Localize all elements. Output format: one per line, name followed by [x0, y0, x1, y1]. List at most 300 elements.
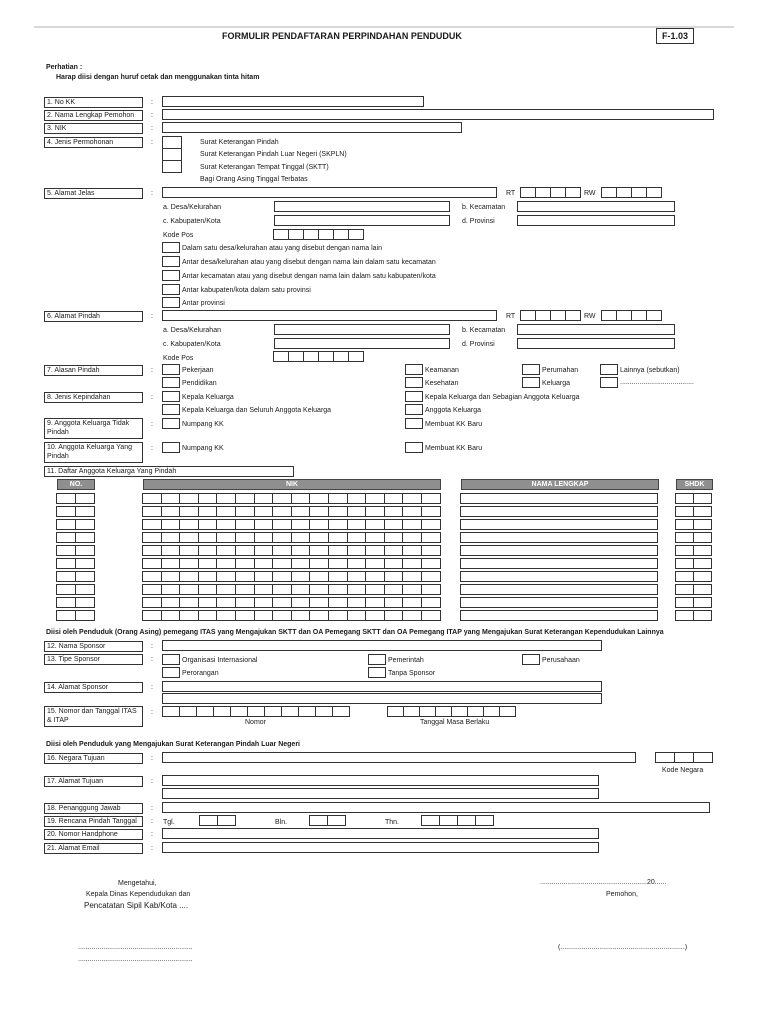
cell[interactable]	[179, 706, 197, 717]
alasan-checkbox[interactable]	[405, 364, 423, 375]
table-cell[interactable]	[75, 558, 95, 569]
cell[interactable]	[196, 706, 214, 717]
table-cell[interactable]	[402, 532, 422, 543]
table-cell[interactable]	[142, 558, 162, 569]
kepindahan-checkbox[interactable]	[162, 391, 180, 402]
table-cell[interactable]	[347, 519, 367, 530]
table-cell[interactable]	[328, 558, 348, 569]
table-cell[interactable]	[161, 493, 181, 504]
table-cell[interactable]	[328, 597, 348, 608]
cell[interactable]	[435, 706, 452, 717]
klasifikasi-checkbox[interactable]	[162, 242, 180, 253]
table-cell[interactable]	[347, 571, 367, 582]
cell[interactable]	[247, 706, 265, 717]
table-row	[676, 597, 712, 610]
table-cell[interactable]	[291, 545, 311, 556]
table-cell[interactable]	[693, 545, 712, 556]
table-cell[interactable]	[402, 558, 422, 569]
provinsi-input[interactable]	[517, 338, 675, 349]
cell[interactable]	[332, 706, 350, 717]
table-cell[interactable]	[56, 532, 76, 543]
table-cell[interactable]	[75, 597, 95, 608]
table-cell[interactable]	[272, 571, 292, 582]
nomor-handphone-input[interactable]	[162, 828, 599, 839]
cell[interactable]	[483, 706, 500, 717]
table-cell[interactable]	[675, 519, 694, 530]
itas-nomor-cells[interactable]	[163, 706, 350, 717]
table-cell[interactable]	[216, 571, 236, 582]
table-cell[interactable]	[309, 558, 329, 569]
table-cell[interactable]	[365, 558, 385, 569]
table-cell[interactable]	[347, 610, 367, 621]
table-cell[interactable]	[198, 493, 218, 504]
kepindahan-checkbox[interactable]	[405, 391, 423, 402]
table-cell[interactable]	[309, 545, 329, 556]
table-cell[interactable]	[291, 519, 311, 530]
table-cell[interactable]	[365, 493, 385, 504]
table-cell[interactable]	[56, 610, 76, 621]
cell[interactable]	[467, 706, 484, 717]
nama-sponsor-input[interactable]	[162, 640, 602, 651]
table-cell[interactable]	[365, 584, 385, 595]
table-cell[interactable]	[272, 545, 292, 556]
table-cell[interactable]	[272, 610, 292, 621]
klasifikasi-checkbox[interactable]	[162, 270, 180, 281]
table-cell[interactable]	[365, 506, 385, 517]
table-cell[interactable]	[365, 532, 385, 543]
table-cell[interactable]	[675, 597, 694, 608]
table-row	[461, 584, 658, 597]
alamat-tujuan-input-2[interactable]	[162, 788, 599, 799]
table-cell[interactable]	[291, 597, 311, 608]
table-cell[interactable]	[402, 506, 422, 517]
table-cell[interactable]	[365, 571, 385, 582]
klasifikasi-checkbox[interactable]	[162, 297, 180, 308]
numpang-kk-checkbox[interactable]	[162, 442, 180, 453]
table-cell[interactable]	[291, 610, 311, 621]
label-rencana-pindah: 19. Rencana Pindah Tanggal	[44, 816, 143, 827]
table-cell[interactable]	[384, 519, 404, 530]
cell[interactable]	[264, 706, 282, 717]
table-cell[interactable]	[198, 545, 218, 556]
table-cell[interactable]	[693, 597, 712, 608]
no-kk-input[interactable]	[162, 96, 424, 107]
alamat-sponsor-input-2[interactable]	[162, 693, 602, 704]
alasan-checkbox[interactable]	[405, 377, 423, 388]
alasan-checkbox[interactable]	[522, 364, 540, 375]
alamat-tujuan-input[interactable]	[162, 775, 599, 786]
table-cell[interactable]	[56, 558, 76, 569]
table-cell[interactable]	[421, 571, 441, 582]
table-cell[interactable]	[460, 597, 658, 608]
table-cell[interactable]	[179, 493, 199, 504]
table-cell[interactable]	[161, 558, 181, 569]
table-cell[interactable]	[179, 532, 199, 543]
table-cell[interactable]	[693, 506, 712, 517]
table-cell[interactable]	[693, 532, 712, 543]
table-cell[interactable]	[142, 519, 162, 530]
table-cell[interactable]	[421, 506, 441, 517]
nik-input[interactable]	[162, 122, 462, 133]
table-cell[interactable]	[460, 519, 658, 530]
table-cell[interactable]	[365, 519, 385, 530]
table-cell[interactable]	[402, 493, 422, 504]
table-cell[interactable]	[460, 584, 658, 595]
table-cell[interactable]	[291, 558, 311, 569]
table-cell[interactable]	[75, 584, 95, 595]
table-cell[interactable]	[198, 610, 218, 621]
table-cell[interactable]	[402, 545, 422, 556]
table-cell[interactable]	[675, 506, 694, 517]
table-cell[interactable]	[675, 532, 694, 543]
table-cell[interactable]	[179, 545, 199, 556]
table-cell[interactable]	[460, 506, 658, 517]
table-cell[interactable]	[347, 597, 367, 608]
table-cell[interactable]	[235, 610, 255, 621]
table-cell[interactable]	[272, 506, 292, 517]
table-cell[interactable]	[198, 597, 218, 608]
table-cell[interactable]	[235, 571, 255, 582]
table-cell[interactable]	[75, 519, 95, 530]
table-cell[interactable]	[309, 532, 329, 543]
table-cell[interactable]	[309, 519, 329, 530]
table-cell[interactable]	[254, 519, 274, 530]
table-cell[interactable]	[198, 506, 218, 517]
table-cell[interactable]	[142, 493, 162, 504]
table-cell[interactable]	[460, 571, 658, 582]
table-cell[interactable]	[56, 597, 76, 608]
table-cell[interactable]	[235, 584, 255, 595]
table-cell[interactable]	[402, 597, 422, 608]
desa-input[interactable]	[274, 201, 450, 212]
table-cell[interactable]	[142, 571, 162, 582]
table-cell[interactable]	[254, 558, 274, 569]
cell[interactable]	[213, 706, 231, 717]
desa-input[interactable]	[274, 324, 450, 335]
table-cell[interactable]	[161, 545, 181, 556]
table-cell[interactable]	[347, 545, 367, 556]
colon: :	[151, 656, 153, 663]
table-cell[interactable]	[235, 506, 255, 517]
table-cell[interactable]	[460, 610, 658, 621]
table-cell[interactable]	[216, 545, 236, 556]
thn-cells[interactable]	[422, 815, 494, 826]
table-cell[interactable]	[309, 610, 329, 621]
table-cell[interactable]	[142, 532, 162, 543]
table-cell[interactable]	[179, 519, 199, 530]
table-row	[143, 584, 441, 597]
klasifikasi-checkbox[interactable]	[162, 256, 180, 267]
table-cell[interactable]	[272, 584, 292, 595]
kepindahan-checkbox[interactable]	[162, 404, 180, 415]
table-cell[interactable]	[254, 506, 274, 517]
table-cell[interactable]	[235, 532, 255, 543]
table-cell[interactable]	[365, 610, 385, 621]
table-cell[interactable]	[328, 584, 348, 595]
table-cell[interactable]	[216, 532, 236, 543]
kode-pos-cells[interactable]	[274, 351, 364, 362]
table-cell[interactable]	[421, 519, 441, 530]
table-cell[interactable]	[272, 532, 292, 543]
table-cell[interactable]	[161, 519, 181, 530]
penanggung-jawab-input[interactable]	[162, 802, 710, 813]
table-cell[interactable]	[402, 571, 422, 582]
table-cell[interactable]	[693, 493, 712, 504]
table-cell[interactable]	[56, 584, 76, 595]
table-cell[interactable]	[179, 610, 199, 621]
itas-tanggal-cells[interactable]	[388, 706, 516, 717]
table-cell[interactable]	[675, 610, 694, 621]
table-cell[interactable]	[142, 597, 162, 608]
table-cell[interactable]	[75, 506, 95, 517]
table-cell[interactable]	[198, 558, 218, 569]
table-cell[interactable]	[235, 597, 255, 608]
table-cell[interactable]	[56, 545, 76, 556]
table-cell[interactable]	[291, 532, 311, 543]
table-cell[interactable]	[291, 493, 311, 504]
table-cell[interactable]	[460, 532, 658, 543]
table-cell[interactable]	[142, 584, 162, 595]
table-cell[interactable]	[161, 532, 181, 543]
table-cell[interactable]	[347, 506, 367, 517]
table-cell[interactable]	[421, 597, 441, 608]
table-cell[interactable]	[254, 584, 274, 595]
klasifikasi-option: Antar provinsi	[182, 300, 225, 307]
table-cell[interactable]	[384, 493, 404, 504]
table-cell[interactable]	[328, 610, 348, 621]
kecamatan-input[interactable]	[517, 201, 675, 212]
table-cell[interactable]	[402, 519, 422, 530]
table-cell[interactable]	[291, 571, 311, 582]
table-cell[interactable]	[56, 519, 76, 530]
table-cell[interactable]	[309, 571, 329, 582]
sponsor-type-checkbox[interactable]	[368, 667, 386, 678]
table-cell[interactable]	[347, 493, 367, 504]
table-cell[interactable]	[460, 545, 658, 556]
table-cell[interactable]	[254, 493, 274, 504]
table-cell[interactable]	[309, 597, 329, 608]
table-cell[interactable]	[142, 506, 162, 517]
table-cell[interactable]	[179, 584, 199, 595]
table-cell[interactable]	[693, 584, 712, 595]
table-cell[interactable]	[179, 558, 199, 569]
provinsi-input[interactable]	[517, 215, 675, 226]
table-cell[interactable]	[235, 519, 255, 530]
table-cell[interactable]	[675, 584, 694, 595]
sponsor-type-checkbox[interactable]	[522, 654, 540, 665]
table-cell[interactable]	[421, 545, 441, 556]
table-cell[interactable]	[291, 584, 311, 595]
table-cell[interactable]	[179, 506, 199, 517]
table-cell[interactable]	[161, 597, 181, 608]
table-cell[interactable]	[56, 493, 76, 504]
table-cell[interactable]	[142, 545, 162, 556]
table-cell[interactable]	[328, 493, 348, 504]
table-cell[interactable]	[384, 558, 404, 569]
kecamatan-label: b. Kecamatan	[462, 327, 506, 334]
kecamatan-input[interactable]	[517, 324, 675, 335]
table-cell[interactable]	[75, 545, 95, 556]
table-cell[interactable]	[693, 558, 712, 569]
table-cell[interactable]	[272, 493, 292, 504]
table-cell[interactable]	[675, 558, 694, 569]
table-cell[interactable]	[384, 532, 404, 543]
alasan-checkbox[interactable]	[522, 377, 540, 388]
table-cell[interactable]	[179, 571, 199, 582]
table-cell[interactable]	[291, 506, 311, 517]
table-cell[interactable]	[235, 545, 255, 556]
table-cell[interactable]	[216, 597, 236, 608]
table-row	[143, 571, 441, 584]
table-cell[interactable]	[75, 610, 95, 621]
table-cell[interactable]	[216, 519, 236, 530]
table-cell[interactable]	[161, 506, 181, 517]
bln-cells[interactable]	[310, 815, 346, 826]
kepindahan-checkbox[interactable]	[405, 404, 423, 415]
table-cell[interactable]	[309, 584, 329, 595]
jenis-permohonan-checkbox[interactable]	[162, 160, 182, 173]
table-cell[interactable]	[56, 506, 76, 517]
membuat-kk-baru-checkbox[interactable]	[405, 418, 423, 429]
rw-label: RW	[584, 313, 596, 320]
table-cell[interactable]	[254, 571, 274, 582]
table-cell[interactable]	[254, 532, 274, 543]
table-cell[interactable]	[384, 597, 404, 608]
table-cell[interactable]	[693, 610, 712, 621]
table-cell[interactable]	[347, 532, 367, 543]
table-cell[interactable]	[460, 558, 658, 569]
table-cell[interactable]	[161, 584, 181, 595]
sponsor-type-checkbox[interactable]	[162, 654, 180, 665]
table-cell[interactable]	[402, 584, 422, 595]
cell[interactable]	[387, 706, 404, 717]
table-cell[interactable]	[328, 545, 348, 556]
table-cell[interactable]	[216, 493, 236, 504]
kode-pos-cells[interactable]	[274, 229, 364, 240]
table-cell[interactable]	[216, 506, 236, 517]
table-cell[interactable]	[421, 558, 441, 569]
table-cell[interactable]	[161, 571, 181, 582]
table-cell[interactable]	[693, 519, 712, 530]
table-cell[interactable]	[328, 532, 348, 543]
table-cell[interactable]	[198, 532, 218, 543]
table-cell[interactable]	[421, 584, 441, 595]
table-cell[interactable]	[235, 558, 255, 569]
table-cell[interactable]	[365, 597, 385, 608]
klasifikasi-checkbox[interactable]	[162, 284, 180, 295]
table-cell[interactable]	[328, 571, 348, 582]
table-cell[interactable]	[384, 584, 404, 595]
kabupaten-input[interactable]	[274, 338, 450, 349]
alasan-checkbox[interactable]	[600, 377, 618, 388]
table-cell[interactable]	[179, 597, 199, 608]
nama-pemohon-input[interactable]	[162, 109, 714, 120]
table-cell[interactable]	[402, 610, 422, 621]
kode-negara-cells[interactable]	[656, 752, 713, 763]
table-cell[interactable]	[309, 506, 329, 517]
table-cell[interactable]	[384, 610, 404, 621]
cell[interactable]	[298, 706, 316, 717]
table-cell[interactable]	[347, 558, 367, 569]
alamat-pindah-input[interactable]	[162, 310, 497, 321]
table-cell[interactable]	[75, 493, 95, 504]
alamat-email-input[interactable]	[162, 842, 599, 853]
sponsor-type-checkbox[interactable]	[368, 654, 386, 665]
kabupaten-input[interactable]	[274, 215, 450, 226]
table-cell[interactable]	[142, 610, 162, 621]
table-cell[interactable]	[216, 558, 236, 569]
alasan-checkbox[interactable]	[162, 377, 180, 388]
table-cell[interactable]	[421, 532, 441, 543]
colon: :	[151, 778, 153, 785]
membuat-kk-baru-checkbox[interactable]	[405, 442, 423, 453]
cell[interactable]	[281, 706, 299, 717]
table-cell[interactable]	[421, 493, 441, 504]
table-cell[interactable]	[675, 545, 694, 556]
table-cell[interactable]	[56, 571, 76, 582]
table-cell[interactable]	[198, 571, 218, 582]
table-cell[interactable]	[365, 545, 385, 556]
alamat-sponsor-input[interactable]	[162, 681, 602, 692]
table-cell[interactable]	[254, 610, 274, 621]
cell[interactable]	[419, 706, 436, 717]
table-cell[interactable]	[198, 519, 218, 530]
table-cell[interactable]	[675, 493, 694, 504]
table-cell[interactable]	[272, 558, 292, 569]
tgl-cells[interactable]	[200, 815, 236, 826]
cell[interactable]	[403, 706, 420, 717]
table-cell[interactable]	[235, 493, 255, 504]
rw-cells[interactable]	[602, 310, 662, 321]
table-cell[interactable]	[254, 597, 274, 608]
cell[interactable]	[230, 706, 248, 717]
numpang-kk-checkbox[interactable]	[162, 418, 180, 429]
rt-cells[interactable]	[521, 187, 581, 198]
table-cell[interactable]	[328, 506, 348, 517]
negara-tujuan-input[interactable]	[162, 752, 636, 763]
table-cell[interactable]	[693, 571, 712, 582]
table-cell[interactable]	[675, 571, 694, 582]
table-cell[interactable]	[309, 493, 329, 504]
table-cell[interactable]	[384, 571, 404, 582]
cell[interactable]	[315, 706, 333, 717]
cell[interactable]	[451, 706, 468, 717]
table-cell[interactable]	[216, 610, 236, 621]
alamat-jelas-input[interactable]	[162, 187, 497, 198]
table-cell[interactable]	[75, 571, 95, 582]
cell[interactable]	[162, 706, 180, 717]
sponsor-type-checkbox[interactable]	[162, 667, 180, 678]
cell[interactable]	[499, 706, 516, 717]
table-cell[interactable]	[161, 610, 181, 621]
table-cell[interactable]	[272, 597, 292, 608]
table-cell[interactable]	[75, 532, 95, 543]
table-cell[interactable]	[384, 506, 404, 517]
table-cell[interactable]	[328, 519, 348, 530]
table-cell[interactable]	[347, 584, 367, 595]
rt-cells[interactable]	[521, 310, 581, 321]
table-cell[interactable]	[254, 545, 274, 556]
rw-cells[interactable]	[602, 187, 662, 198]
alasan-checkbox[interactable]	[162, 364, 180, 375]
table-cell[interactable]	[216, 584, 236, 595]
table-cell[interactable]	[272, 519, 292, 530]
table-cell[interactable]	[460, 493, 658, 504]
alasan-checkbox[interactable]	[600, 364, 618, 375]
table-cell[interactable]	[198, 584, 218, 595]
table-cell[interactable]	[384, 545, 404, 556]
table-cell[interactable]	[421, 610, 441, 621]
